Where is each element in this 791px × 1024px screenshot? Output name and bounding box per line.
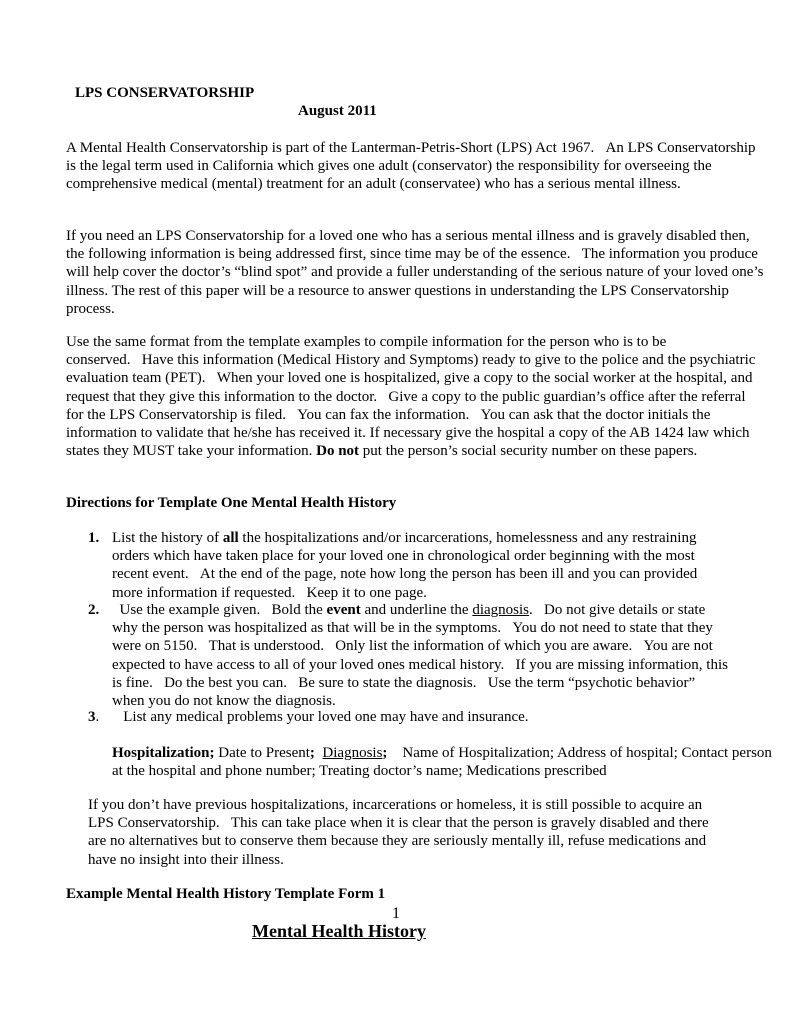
template-text: Date to Present — [214, 745, 310, 761]
list-item — [88, 708, 728, 726]
item-text-part: . Do not give details or state why the person was hospitalized as that will be in the symptoms. You do not need to state that they were on 5150. That is understood. Only list the information of which you are aware. You are not expected to have access to all of your loved ones medical history. If you are missing information, this is fine. Do the best you can. Be sure to state the diagnosis. Use the term “psychotic behavior” when you do not know the diagnosis. — [112, 602, 728, 710]
item-text-part: the hospitalizations and/or incarcerations, homelessness and any restraining orders which have taken place for your loved one in chronological order beginning with the most recent event. At the end of the page, note how long the person has been ill and you can provided more information if requested. Keep it to one page. — [112, 530, 698, 601]
list-item-text — [112, 601, 728, 710]
item-text-part: and underline the — [360, 602, 473, 618]
page-number: 1 — [392, 905, 400, 922]
item-bold-all: all — [222, 530, 239, 546]
list-number — [88, 708, 99, 726]
document-title: LPS CONSERVATORSHIP — [75, 85, 255, 101]
template-diagnosis: Diagnosis — [322, 745, 383, 761]
format-paragraph-tail: put the person’s social security number on these papers. — [359, 443, 698, 460]
item-underline-diagnosis: diagnosis — [472, 602, 530, 618]
list-number-dot: . — [95, 709, 100, 725]
format-paragraph-main: Use the same format from the template examples to compile information for the person who is to be conserved. Have this information (Medical History and Symptoms) ready to give to the police and the psychiatric evaluation team (PET). When your loved one is hospitalized, give a copy to the social worker at the hospital, and request that they give this information to the doctor. Give a copy to the public guardian’s office after the referral for the LPS Conservatorship is filed. You can fax the information. You can ask that the doctor initials the information to validate that he/she has received it. If necessary give the hospital a copy of the AB 1424 law which states they MUST take your information. — [66, 334, 756, 460]
template-text: Name of Hospitalization; Address of hospital; Contact person at the hospital and phone number; Treating doctor’s name; Medications prescribed — [112, 745, 772, 780]
do-not-emphasis: Do not — [316, 443, 360, 460]
template-line — [112, 744, 772, 780]
list-item — [88, 529, 728, 602]
document-date: August 2011 — [298, 103, 377, 119]
alternative-paragraph: If you don’t have previous hospitalizations, incarcerations or homeless, it is still possible to acquire an LPS Conservatorship. This can take place when it is clear that the person is gravely disabled and there are no alternatives but to conserve them because they are seriously mentally ill, refuse medications and have no insight into their illness. — [88, 797, 709, 868]
template-semicolon: ; — [382, 745, 388, 761]
form-title: Mental Health History — [252, 921, 426, 941]
list-number: 2. — [88, 602, 100, 618]
directions-heading: Directions for Template One Mental Health History — [66, 495, 397, 511]
list-item — [88, 601, 728, 710]
item-bold-event: event — [326, 602, 361, 618]
list-item-text: List any medical problems your loved one may have and insurance. — [112, 709, 529, 725]
list-number: 1. — [88, 530, 100, 546]
template-semicolon: ; — [309, 745, 315, 761]
template-hospitalization: Hospitalization; — [112, 745, 215, 761]
format-paragraph — [66, 333, 766, 460]
purpose-paragraph: If you need an LPS Conservatorship for a loved one who has a serious mental illness and is gravely disabled then, the following information is being addressed first, since time may be of the essence. The information you produce will help cover the doctor’s “blind spot” and provide a fuller understanding of the serious nature of your loved one’s illness. The rest of this paper will be a resource to answer questions in understanding the LPS Conservatorship process. — [66, 228, 764, 317]
example-heading: Example Mental Health History Template Form 1 — [66, 886, 386, 902]
intro-paragraph: A Mental Health Conservatorship is part of the Lanterman-Petris-Short (LPS) Act 1967. An LPS Conservatorship is the legal term used in California which gives one adult (conservator) the responsibility for overseeing the comprehensive medical (mental) treatment for an adult (conservatee) who has a serious mental illness. — [66, 140, 756, 193]
list-item-text — [112, 529, 728, 602]
list-number-digit: 3 — [88, 709, 96, 725]
item-text-part: Use the example given. Bold the — [112, 602, 327, 618]
item-text-part: List the history of — [112, 530, 223, 546]
